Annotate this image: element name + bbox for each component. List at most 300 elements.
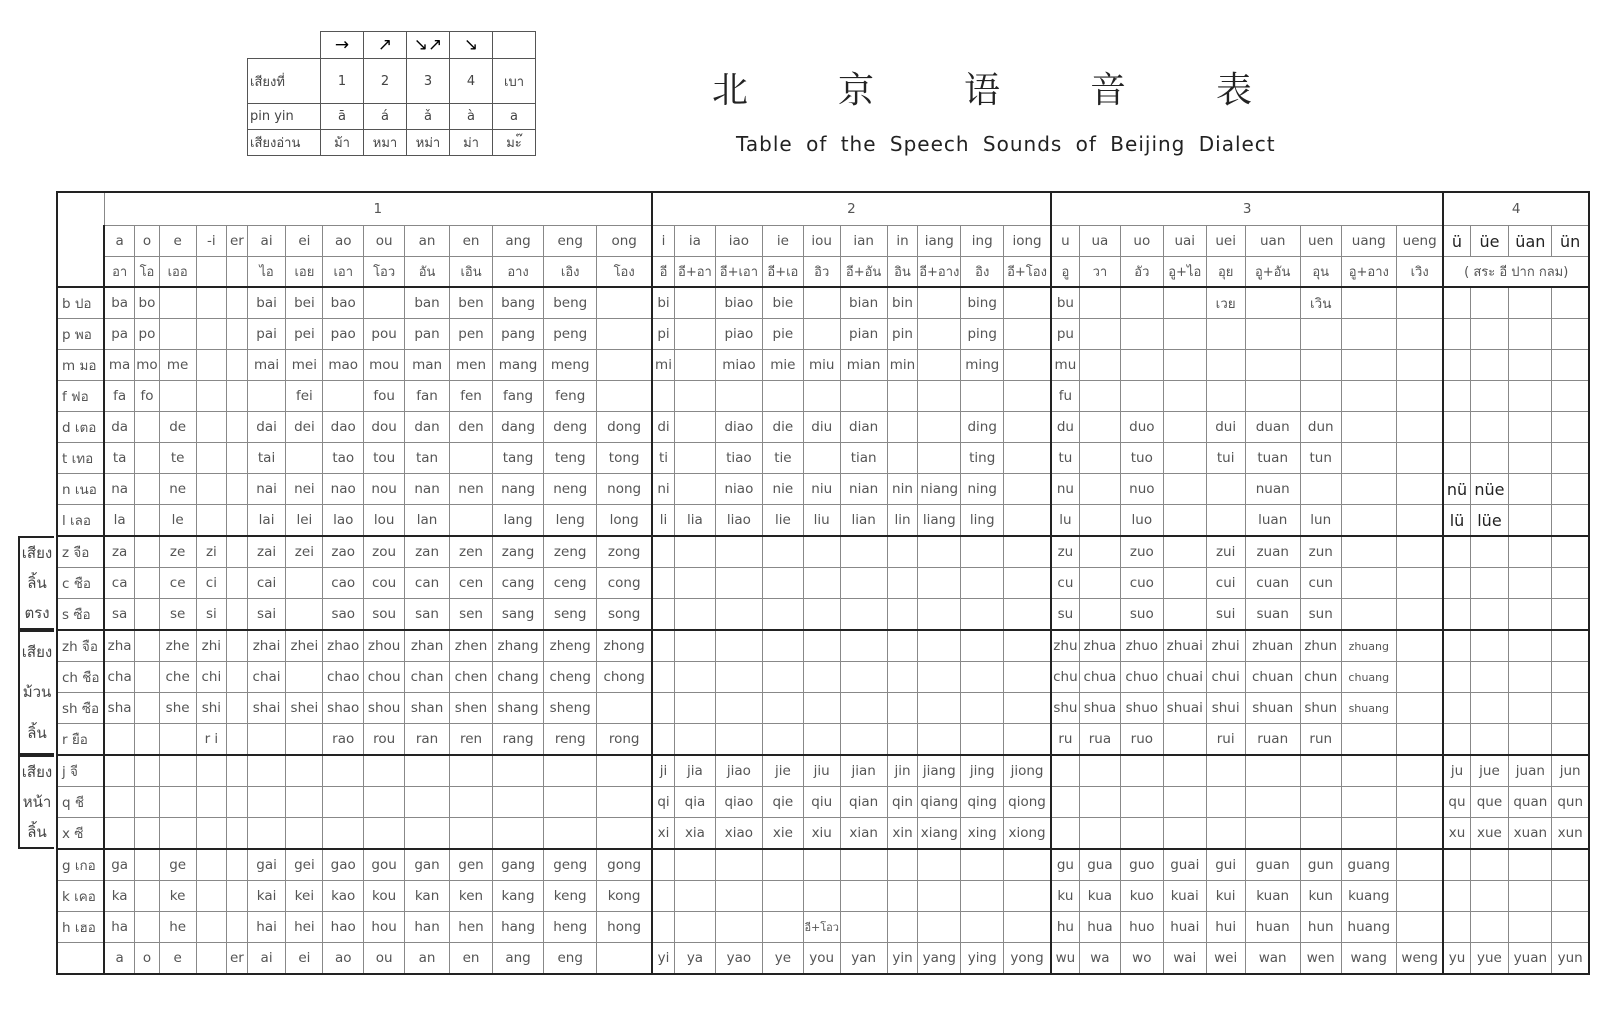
- side-label-text: ลิ้น: [27, 823, 47, 841]
- syllable-cell: [675, 912, 716, 943]
- syllable-cell: ju: [1443, 755, 1470, 787]
- syllable-cell: [803, 287, 840, 319]
- syllable-cell: rou: [364, 724, 405, 756]
- syllable-cell: [1206, 319, 1245, 350]
- syllable-cell: [803, 568, 840, 599]
- final-uen: uen: [1300, 226, 1341, 257]
- syllable-cell: [1163, 787, 1206, 818]
- syllable-cell: hun: [1300, 912, 1341, 943]
- syllable-cell: ling: [961, 505, 1004, 537]
- syllable-cell: gou: [364, 849, 405, 881]
- syllable-cell: [196, 287, 227, 319]
- syllable-cell: [1396, 787, 1443, 818]
- initial-label: h เฮอ: [57, 912, 104, 943]
- syllable-cell: [1396, 350, 1443, 381]
- syllable-cell: [1341, 599, 1396, 631]
- final-thai: เอย: [286, 257, 323, 288]
- syllable-cell: [135, 755, 160, 787]
- syllable-cell: biao: [715, 287, 762, 319]
- syllable-cell: zei: [286, 536, 323, 568]
- syllable-cell: [1163, 412, 1206, 443]
- syllable-cell: ce: [159, 568, 196, 599]
- syllable-cell: xiong: [1004, 818, 1051, 850]
- syllable-cell: [675, 412, 716, 443]
- syllable-cell: bei: [286, 287, 323, 319]
- syllable-cell: [159, 818, 196, 850]
- syllable-cell: pian: [840, 319, 887, 350]
- syllable-cell: [286, 662, 323, 693]
- syllable-cell: die: [762, 412, 803, 443]
- initial-label: k เคอ: [57, 881, 104, 912]
- syllable-cell: [1509, 319, 1552, 350]
- syllable-cell: [1120, 319, 1163, 350]
- side-label-text: ลิ้น: [27, 723, 47, 742]
- title-char: 语: [963, 70, 1000, 111]
- syllable-cell: [227, 912, 247, 943]
- syllable-cell: zhao: [323, 630, 364, 662]
- syllable-cell: zhuang: [1341, 630, 1396, 662]
- syllable-cell: [1509, 662, 1552, 693]
- syllable-cell: ga: [104, 849, 135, 881]
- syllable-cell: lin: [887, 505, 918, 537]
- syllable-cell: kai: [247, 881, 286, 912]
- syllable-cell: [1004, 724, 1051, 756]
- tone-cell: หม่า: [407, 130, 450, 156]
- syllable-cell: [1120, 787, 1163, 818]
- final-thai: อู+อัน: [1245, 257, 1300, 288]
- syllable-cell: [1004, 412, 1051, 443]
- syllable-cell: [135, 536, 160, 568]
- speech-sounds-table: [56, 191, 1590, 975]
- syllable-cell: [887, 693, 918, 724]
- final-u: u: [1051, 226, 1080, 257]
- syllable-cell: pao: [323, 319, 364, 350]
- syllable-cell: [762, 693, 803, 724]
- syllable-cell: [286, 818, 323, 850]
- title-char: 表: [1215, 70, 1252, 111]
- syllable-cell: zu: [1051, 536, 1080, 568]
- syllable-cell: qi: [652, 787, 674, 818]
- syllable-cell: [1004, 536, 1051, 568]
- syllable-cell: can: [405, 568, 450, 599]
- syllable-cell: yan: [840, 943, 887, 975]
- syllable-cell: ka: [104, 881, 135, 912]
- syllable-cell: man: [405, 350, 450, 381]
- syllable-cell: shuang: [1341, 693, 1396, 724]
- syllable-cell: [1443, 319, 1470, 350]
- syllable-cell: [1079, 818, 1120, 850]
- syllable-cell: hao: [323, 912, 364, 943]
- syllable-cell: qiang: [918, 787, 961, 818]
- syllable-cell: e: [159, 943, 196, 975]
- syllable-cell: niao: [715, 474, 762, 505]
- syllable-cell: [104, 724, 135, 756]
- syllable-cell: [1552, 568, 1589, 599]
- initial-label: l เลอ: [57, 505, 104, 537]
- final-in: in: [887, 226, 918, 257]
- syllable-cell: fou: [364, 381, 405, 412]
- syllable-cell: niang: [918, 474, 961, 505]
- syllable-cell: [597, 287, 652, 319]
- final-e: e: [159, 226, 196, 257]
- syllable-cell: [1163, 319, 1206, 350]
- final-thai: อี+โอง: [1004, 257, 1051, 288]
- syllable-cell: [1552, 474, 1589, 505]
- syllable-cell: xia: [675, 818, 716, 850]
- syllable-cell: zhuan: [1245, 630, 1300, 662]
- side-label-text: เสียง: [21, 763, 53, 781]
- tone-cell: 4: [450, 59, 493, 104]
- syllable-cell: [1470, 536, 1509, 568]
- syllable-cell: song: [597, 599, 652, 631]
- syllable-cell: le: [159, 505, 196, 537]
- tone-cell: ā: [321, 104, 364, 130]
- syllable-cell: shuai: [1163, 693, 1206, 724]
- syllable-cell: [675, 350, 716, 381]
- syllable-cell: [1552, 724, 1589, 756]
- syllable-cell: [1245, 755, 1300, 787]
- syllable-cell: [1079, 412, 1120, 443]
- syllable-cell: [1470, 350, 1509, 381]
- syllable-cell: wa: [1079, 943, 1120, 975]
- initial-label: q ชี: [57, 787, 104, 818]
- syllable-cell: [1509, 693, 1552, 724]
- syllable-cell: [961, 568, 1004, 599]
- syllable-cell: tan: [405, 443, 450, 474]
- syllable-cell: rong: [597, 724, 652, 756]
- syllable-cell: [227, 474, 247, 505]
- syllable-cell: [1470, 381, 1509, 412]
- syllable-cell: [597, 319, 652, 350]
- tone-cell: á: [364, 104, 407, 130]
- syllable-cell: [803, 319, 840, 350]
- syllable-cell: [286, 787, 323, 818]
- syllable-cell: deng: [544, 412, 597, 443]
- final-thai: อัน: [405, 257, 450, 288]
- syllable-cell: [1004, 443, 1051, 474]
- syllable-cell: [1051, 755, 1080, 787]
- syllable-cell: [1470, 412, 1509, 443]
- syllable-cell: da: [104, 412, 135, 443]
- syllable-cell: [1300, 381, 1341, 412]
- syllable-cell: kui: [1206, 881, 1245, 912]
- syllable-cell: niu: [803, 474, 840, 505]
- syllable-cell: [1552, 912, 1589, 943]
- syllable-cell: [1443, 412, 1470, 443]
- syllable-cell: se: [159, 599, 196, 631]
- syllable-cell: [159, 787, 196, 818]
- syllable-cell: [364, 755, 405, 787]
- syllable-cell: fen: [450, 381, 493, 412]
- syllable-cell: pu: [1051, 319, 1080, 350]
- syllable-cell: zeng: [544, 536, 597, 568]
- syllable-cell: [135, 693, 160, 724]
- syllable-cell: [715, 536, 762, 568]
- final-ü: ü: [1443, 226, 1470, 257]
- syllable-cell: pa: [104, 319, 135, 350]
- syllable-cell: bi: [652, 287, 674, 319]
- syllable-cell: si: [196, 599, 227, 631]
- syllable-cell: [918, 912, 961, 943]
- syllable-cell: gen: [450, 849, 493, 881]
- final-ang: ang: [492, 226, 543, 257]
- initial-label: z จือ: [57, 536, 104, 568]
- syllable-cell: cui: [1206, 568, 1245, 599]
- syllable-cell: cong: [597, 568, 652, 599]
- syllable-cell: ne: [159, 474, 196, 505]
- syllable-cell: [762, 724, 803, 756]
- final-thai: [196, 257, 227, 288]
- syllable-cell: shua: [1079, 693, 1120, 724]
- syllable-cell: sen: [450, 599, 493, 631]
- syllable-cell: [652, 693, 674, 724]
- syllable-cell: [196, 755, 227, 787]
- syllable-cell: zhong: [597, 630, 652, 662]
- syllable-cell: [196, 818, 227, 850]
- syllable-cell: bai: [247, 287, 286, 319]
- syllable-cell: [1396, 505, 1443, 537]
- initial-label: s ซือ: [57, 599, 104, 631]
- syllable-cell: dui: [1206, 412, 1245, 443]
- syllable-cell: chong: [597, 662, 652, 693]
- syllable-cell: o: [135, 943, 160, 975]
- syllable-cell: [1443, 912, 1470, 943]
- syllable-cell: [918, 599, 961, 631]
- syllable-cell: [1079, 443, 1120, 474]
- syllable-cell: pei: [286, 319, 323, 350]
- syllable-cell: [961, 912, 1004, 943]
- syllable-cell: [450, 443, 493, 474]
- syllable-cell: [1079, 536, 1120, 568]
- syllable-cell: tun: [1300, 443, 1341, 474]
- syllable-cell: guai: [1163, 849, 1206, 881]
- syllable-cell: jin: [887, 755, 918, 787]
- tone-cell: a: [493, 104, 536, 130]
- syllable-cell: [675, 599, 716, 631]
- syllable-cell: [652, 724, 674, 756]
- syllable-cell: fei: [286, 381, 323, 412]
- syllable-cell: fo: [135, 381, 160, 412]
- syllable-cell: [1245, 287, 1300, 319]
- final-ueng: ueng: [1396, 226, 1443, 257]
- syllable-cell: sha: [104, 693, 135, 724]
- syllable-cell: [597, 693, 652, 724]
- syllable-cell: leng: [544, 505, 597, 537]
- syllable-cell: zou: [364, 536, 405, 568]
- syllable-cell: gua: [1079, 849, 1120, 881]
- syllable-cell: [1470, 287, 1509, 319]
- syllable-cell: nüe: [1470, 474, 1509, 505]
- syllable-cell: [762, 881, 803, 912]
- syllable-cell: [227, 787, 247, 818]
- syllable-cell: kan: [405, 881, 450, 912]
- syllable-cell: [887, 724, 918, 756]
- syllable-cell: cai: [247, 568, 286, 599]
- syllable-cell: weng: [1396, 943, 1443, 975]
- syllable-cell: juan: [1509, 755, 1552, 787]
- syllable-cell: ma: [104, 350, 135, 381]
- syllable-cell: shao: [323, 693, 364, 724]
- syllable-cell: yao: [715, 943, 762, 975]
- syllable-cell: [1509, 381, 1552, 412]
- syllable-cell: [286, 599, 323, 631]
- syllable-cell: [135, 724, 160, 756]
- syllable-cell: [1396, 724, 1443, 756]
- syllable-cell: ci: [196, 568, 227, 599]
- syllable-cell: piao: [715, 319, 762, 350]
- final-üe: üe: [1470, 226, 1509, 257]
- final-ua: ua: [1079, 226, 1120, 257]
- syllable-cell: [1396, 381, 1443, 412]
- syllable-cell: eng: [544, 943, 597, 975]
- syllable-cell: sou: [364, 599, 405, 631]
- syllable-cell: ban: [405, 287, 450, 319]
- syllable-cell: [762, 381, 803, 412]
- syllable-cell: [1341, 755, 1396, 787]
- tone-cell: ม่า: [450, 130, 493, 156]
- syllable-cell: [1163, 505, 1206, 537]
- syllable-cell: [104, 818, 135, 850]
- syllable-cell: ning: [961, 474, 1004, 505]
- syllable-cell: [1470, 849, 1509, 881]
- syllable-cell: [961, 630, 1004, 662]
- syllable-cell: [1509, 849, 1552, 881]
- syllable-cell: jie: [762, 755, 803, 787]
- final-ei: ei: [286, 226, 323, 257]
- syllable-cell: kou: [364, 881, 405, 912]
- syllable-cell: [675, 381, 716, 412]
- syllable-cell: [918, 849, 961, 881]
- side-group-label: [18, 755, 54, 849]
- final-thai-group4: ( สระ อี ปาก กลม): [1443, 257, 1589, 288]
- syllable-cell: cha: [104, 662, 135, 693]
- syllable-cell: chui: [1206, 662, 1245, 693]
- syllable-cell: qu: [1443, 787, 1470, 818]
- syllable-cell: zhou: [364, 630, 405, 662]
- syllable-cell: shuan: [1245, 693, 1300, 724]
- final-thai: โอง: [597, 257, 652, 288]
- syllable-cell: [1206, 505, 1245, 537]
- syllable-cell: [1443, 599, 1470, 631]
- syllable-cell: [286, 568, 323, 599]
- syllable-cell: yu: [1443, 943, 1470, 975]
- syllable-cell: na: [104, 474, 135, 505]
- syllable-cell: cang: [492, 568, 543, 599]
- syllable-cell: [1443, 381, 1470, 412]
- syllable-cell: [1245, 319, 1300, 350]
- syllable-cell: nai: [247, 474, 286, 505]
- syllable-cell: tong: [597, 443, 652, 474]
- syllable-cell: [1206, 474, 1245, 505]
- syllable-cell: [1552, 505, 1589, 537]
- syllable-cell: dian: [840, 412, 887, 443]
- syllable-cell: [196, 787, 227, 818]
- syllable-cell: [1004, 693, 1051, 724]
- syllable-cell: zhan: [405, 630, 450, 662]
- side-label-text: เสียง: [21, 544, 53, 562]
- syllable-cell: [918, 536, 961, 568]
- syllable-cell: [762, 536, 803, 568]
- syllable-cell: [544, 818, 597, 850]
- syllable-cell: [135, 787, 160, 818]
- final-thai: ไอ: [247, 257, 286, 288]
- syllable-cell: nin: [887, 474, 918, 505]
- syllable-cell: lai: [247, 505, 286, 537]
- syllable-cell: mei: [286, 350, 323, 381]
- syllable-cell: [159, 755, 196, 787]
- final-thai: โอว: [364, 257, 405, 288]
- syllable-cell: qia: [675, 787, 716, 818]
- syllable-cell: [1300, 319, 1341, 350]
- syllable-cell: [135, 412, 160, 443]
- syllable-cell: tu: [1051, 443, 1080, 474]
- syllable-cell: pen: [450, 319, 493, 350]
- syllable-cell: [887, 881, 918, 912]
- initial-label: g เกอ: [57, 849, 104, 881]
- syllable-cell: [196, 412, 227, 443]
- syllable-cell: pi: [652, 319, 674, 350]
- syllable-cell: cou: [364, 568, 405, 599]
- syllable-cell: [450, 787, 493, 818]
- syllable-cell: [1163, 287, 1206, 319]
- syllable-cell: [961, 693, 1004, 724]
- syllable-cell: du: [1051, 412, 1080, 443]
- syllable-cell: [1470, 724, 1509, 756]
- syllable-cell: tuo: [1120, 443, 1163, 474]
- syllable-cell: [323, 755, 364, 787]
- syllable-cell: men: [450, 350, 493, 381]
- syllable-cell: [652, 881, 674, 912]
- syllable-cell: [715, 881, 762, 912]
- syllable-cell: [1004, 287, 1051, 319]
- syllable-cell: lun: [1300, 505, 1341, 537]
- syllable-cell: [675, 474, 716, 505]
- syllable-cell: qiu: [803, 787, 840, 818]
- syllable-cell: [1341, 412, 1396, 443]
- syllable-cell: nang: [492, 474, 543, 505]
- syllable-cell: [227, 412, 247, 443]
- syllable-cell: [1341, 287, 1396, 319]
- syllable-cell: [1206, 350, 1245, 381]
- tone-cell: ǎ: [407, 104, 450, 130]
- syllable-cell: [1079, 599, 1120, 631]
- syllable-cell: [918, 287, 961, 319]
- syllable-cell: zhui: [1206, 630, 1245, 662]
- syllable-cell: wo: [1120, 943, 1163, 975]
- syllable-cell: [450, 505, 493, 537]
- final-o: o: [135, 226, 160, 257]
- syllable-cell: li: [652, 505, 674, 537]
- syllable-cell: [1004, 474, 1051, 505]
- syllable-cell: [1509, 505, 1552, 537]
- syllable-cell: bu: [1051, 287, 1080, 319]
- final-iao: iao: [715, 226, 762, 257]
- final-uei: uei: [1206, 226, 1245, 257]
- syllable-cell: [1396, 319, 1443, 350]
- syllable-cell: [104, 787, 135, 818]
- syllable-cell: [1552, 693, 1589, 724]
- syllable-cell: ei: [286, 943, 323, 975]
- final-ong: ong: [597, 226, 652, 257]
- syllable-cell: gu: [1051, 849, 1080, 881]
- syllable-cell: [1079, 787, 1120, 818]
- syllable-cell: [1396, 662, 1443, 693]
- syllable-cell: xing: [961, 818, 1004, 850]
- syllable-cell: [1509, 412, 1552, 443]
- syllable-cell: [135, 849, 160, 881]
- syllable-cell: cun: [1300, 568, 1341, 599]
- syllable-cell: fa: [104, 381, 135, 412]
